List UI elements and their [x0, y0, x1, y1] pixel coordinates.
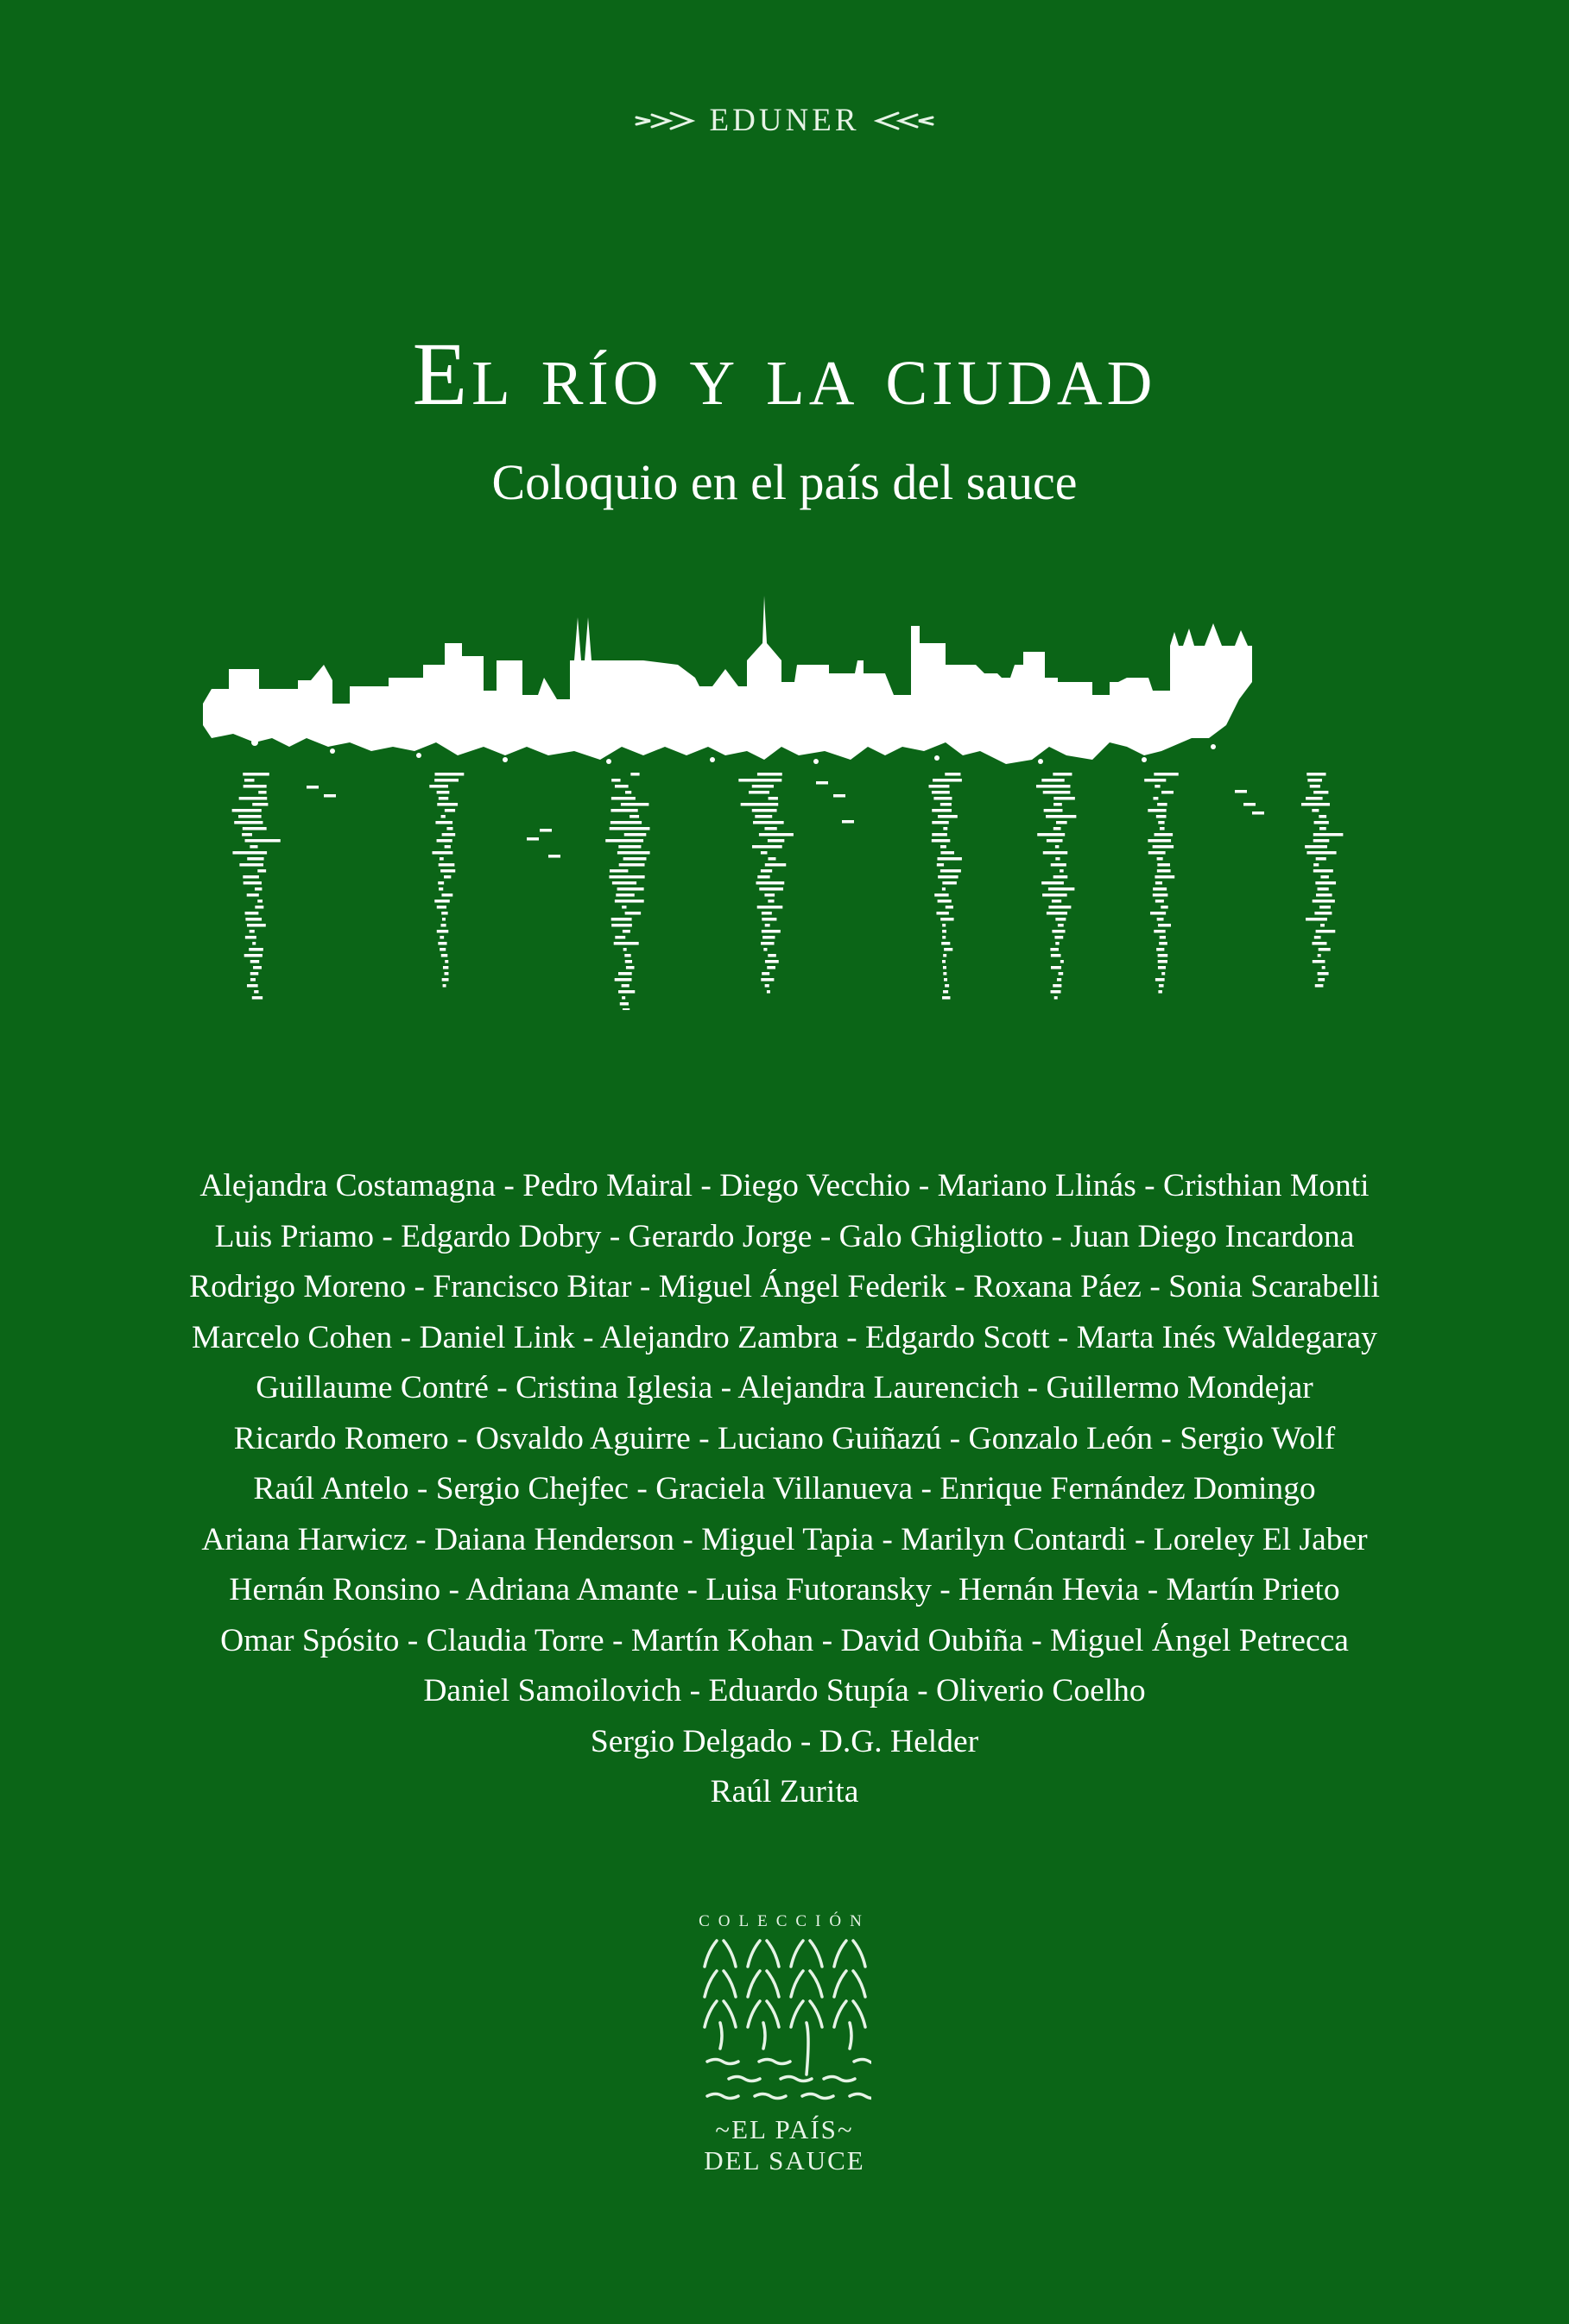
author-line: Ariana Harwicz - Daiana Henderson - Miguel Tapia - Marilyn Contardi - Loreley El Jaber — [201, 1521, 1368, 1557]
collection-logo — [0, 1912, 1569, 2176]
author-line: Raúl Antelo - Sergio Chejfec - Graciela Villanueva - Enrique Fernández Domingo — [253, 1471, 1316, 1506]
author-line: Omar Spósito - Claudia Torre - Martín Kohan - David Oubiña - Miguel Ángel Petrecca — [220, 1622, 1349, 1658]
skyline-illustration — [194, 578, 1369, 1010]
author-line: Marcelo Cohen - Daniel Link - Alejandro Zambra - Edgardo Scott - Marta Inés Waldegaray — [192, 1319, 1377, 1355]
book-subtitle: Coloquio en el país del sauce — [491, 454, 1078, 510]
leaf-arrows-left-icon — [874, 111, 936, 131]
collection-label: COLECCIÓN — [699, 1912, 870, 1930]
author-line: Hernán Ronsino - Adriana Amante - Luisa Futoransky - Hernán Hevia - Martín Prieto — [229, 1572, 1340, 1607]
publisher-name: EDUNER — [709, 103, 860, 138]
author-line: Sergio Delgado - D.G. Helder — [590, 1723, 979, 1759]
author-line: Guillaume Contré - Cristina Iglesia - Alejandra Laurencich - Guillermo Mondejar — [256, 1370, 1313, 1405]
collection-name-text: EL PAÍS — [731, 2114, 838, 2144]
river-reflection — [232, 773, 1344, 1010]
book-title: El río y la ciudad — [412, 325, 1157, 424]
collection-name-line2: DEL SAUCE — [704, 2145, 865, 2176]
skyline-silhouette — [203, 596, 1252, 764]
author-line: Rodrigo Moreno - Francisco Bitar - Miguel Ángel Federik - Roxana Páez - Sonia Scarabelli — [189, 1269, 1380, 1304]
author-line: Luis Priamo - Edgardo Dobry - Gerardo Jorge - Galo Ghigliotto - Juan Diego Incardona — [214, 1218, 1355, 1254]
publisher-header — [0, 102, 1569, 139]
wave-icon: ~ — [715, 2114, 732, 2144]
collection-name-line1 — [0, 2114, 1569, 2145]
author-line: Raúl Zurita — [710, 1774, 859, 1809]
author-line: Ricardo Romero - Osvaldo Aguirre - Luciano Guiñazú - Gonzalo León - Sergio Wolf — [233, 1420, 1336, 1456]
willow-tree-water-icon — [699, 1936, 871, 2118]
author-list — [0, 1161, 1569, 1818]
wave-icon: ~ — [837, 2114, 854, 2144]
leaf-arrows-right-icon — [633, 111, 695, 131]
author-line: Alejandra Costamagna - Pedro Mairal - Diego Vecchio - Mariano Llinás - Cristhian Monti — [199, 1168, 1370, 1203]
author-line: Daniel Samoilovich - Eduardo Stupía - Oliverio Coelho — [423, 1673, 1146, 1708]
